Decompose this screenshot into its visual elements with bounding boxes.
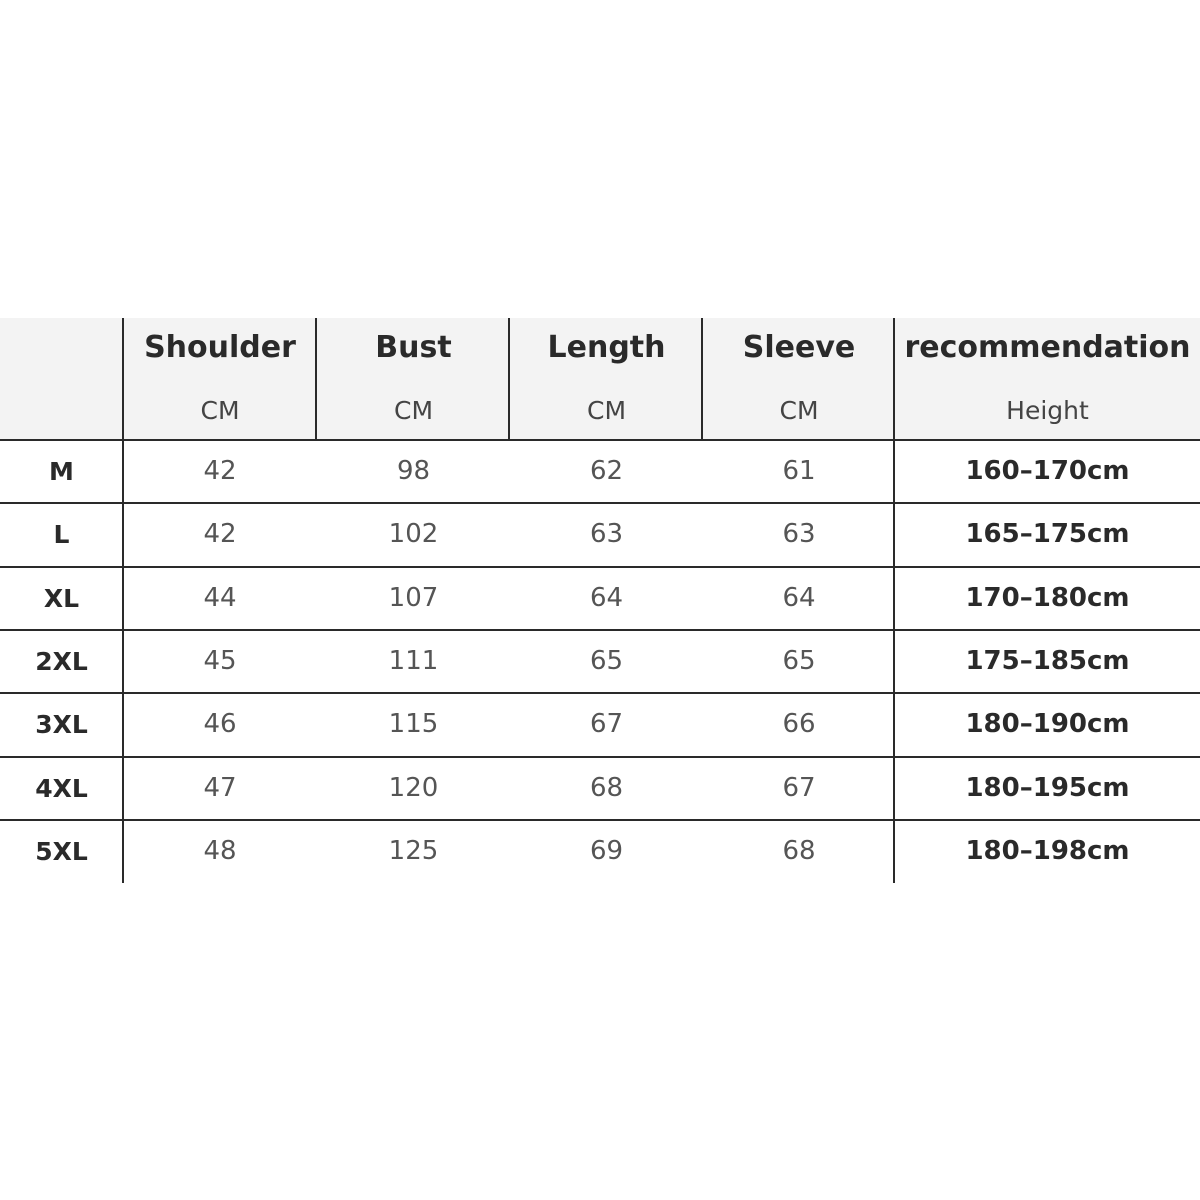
cell-shoulder: 46 xyxy=(203,709,237,740)
cell-length: 65 xyxy=(589,645,624,676)
cell-sleeve: 68 xyxy=(782,835,816,866)
cell-bust: 111 xyxy=(388,645,439,676)
table-row xyxy=(0,441,1200,504)
cell-size: 4XL xyxy=(35,773,88,803)
table-row xyxy=(0,631,1200,694)
header-title: Shoulder xyxy=(144,330,296,365)
cell-bust: 115 xyxy=(388,709,439,740)
cell-length: 63 xyxy=(589,519,624,550)
header-unit: CM xyxy=(200,396,240,425)
header-title: Bust xyxy=(375,330,452,365)
table-header-row xyxy=(0,318,1200,441)
header-divider xyxy=(508,318,510,439)
cell-shoulder: 48 xyxy=(203,835,237,866)
cell-shoulder: 42 xyxy=(203,519,237,550)
header-bust xyxy=(317,318,510,439)
header-divider xyxy=(701,318,703,439)
cell-size: M xyxy=(49,457,74,486)
column-divider xyxy=(893,441,895,883)
table-row xyxy=(0,568,1200,631)
cell-length: 67 xyxy=(589,709,624,740)
cell-size: XL xyxy=(43,583,80,613)
cell-size: 3XL xyxy=(35,710,88,740)
header-divider xyxy=(122,318,124,439)
cell-sleeve: 63 xyxy=(782,519,816,550)
header-divider xyxy=(893,318,895,439)
cell-bust: 102 xyxy=(388,519,439,550)
header-unit: Height xyxy=(1006,396,1089,425)
cell-sleeve: 66 xyxy=(782,709,816,740)
cell-size: 5XL xyxy=(35,836,88,866)
cell-bust: 120 xyxy=(388,772,439,803)
header-title: Sleeve xyxy=(742,330,856,365)
header-shoulder xyxy=(123,318,317,439)
cell-height: 180–198cm xyxy=(965,835,1130,866)
cell-sleeve: 65 xyxy=(782,645,816,676)
cell-bust: 98 xyxy=(396,456,431,486)
header-corner-cell xyxy=(0,318,123,439)
header-unit: CM xyxy=(393,396,434,425)
cell-sleeve: 61 xyxy=(782,456,816,486)
table-row xyxy=(0,821,1200,884)
cell-bust: 107 xyxy=(388,582,439,613)
cell-length: 68 xyxy=(589,772,624,803)
header-title: Length xyxy=(547,330,666,365)
cell-shoulder: 45 xyxy=(203,645,237,676)
table-row xyxy=(0,504,1200,567)
cell-sleeve: 64 xyxy=(782,582,816,613)
cell-height: 160–170cm xyxy=(965,456,1130,486)
column-divider xyxy=(122,441,124,883)
cell-length: 69 xyxy=(589,835,624,866)
header-length xyxy=(510,318,703,439)
header-unit: CM xyxy=(779,396,819,425)
cell-height: 175–185cm xyxy=(965,645,1130,676)
cell-size: 2XL xyxy=(35,646,88,676)
cell-length: 62 xyxy=(589,456,624,486)
cell-height: 170–180cm xyxy=(965,582,1130,613)
cell-size: L xyxy=(53,520,70,550)
cell-height: 180–190cm xyxy=(965,709,1130,740)
table-row xyxy=(0,694,1200,757)
cell-bust: 125 xyxy=(388,835,439,866)
header-unit: CM xyxy=(586,396,627,425)
cell-shoulder: 44 xyxy=(203,582,237,613)
cell-height: 180–195cm xyxy=(965,772,1130,803)
cell-length: 64 xyxy=(589,582,624,613)
header-sleeve xyxy=(703,318,895,439)
header-recommendation xyxy=(895,318,1200,439)
cell-shoulder: 42 xyxy=(203,456,237,486)
header-divider xyxy=(315,318,317,439)
header-title: recommendation xyxy=(904,330,1191,365)
table-row xyxy=(0,758,1200,821)
cell-sleeve: 67 xyxy=(782,772,816,803)
cell-height: 165–175cm xyxy=(965,519,1130,550)
cell-shoulder: 47 xyxy=(203,772,237,803)
